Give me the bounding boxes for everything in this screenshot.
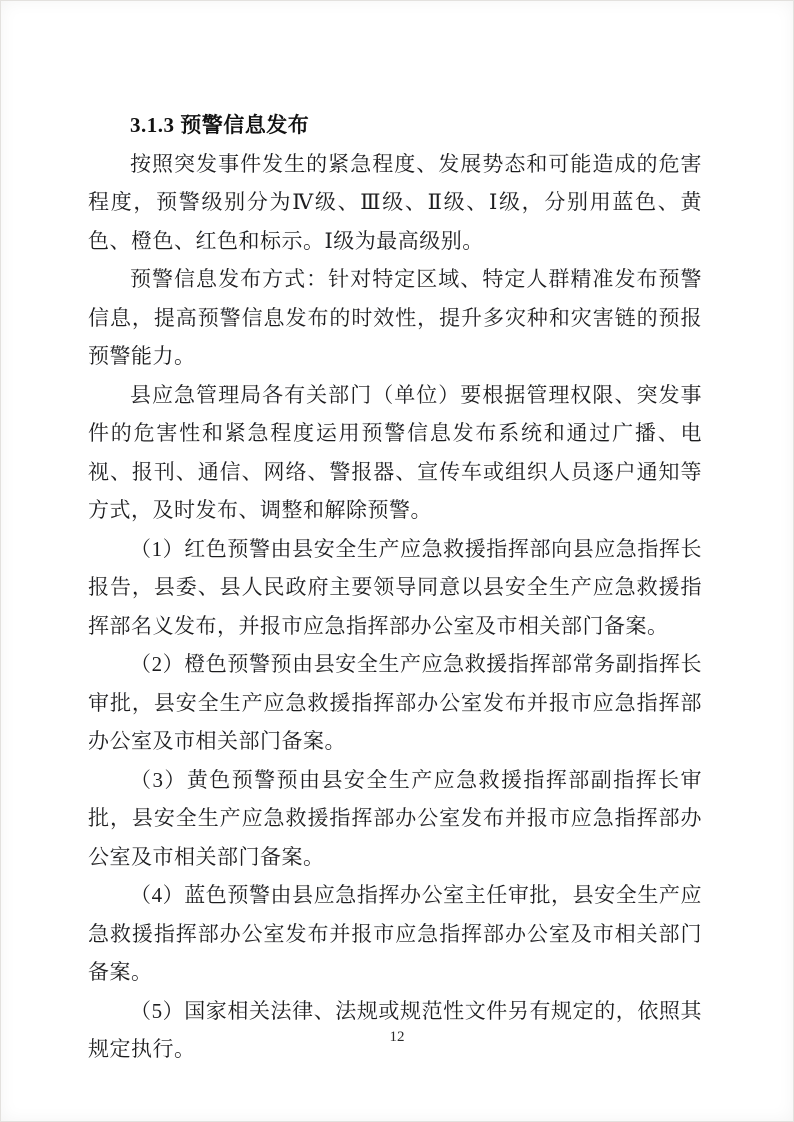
paragraph-departments: 县应急管理局各有关部门（单位）要根据管理权限、突发事件的危害性和紧急程度运用预警信息发布系统和通过广播、电视、报刊、通信、网络、警报器、宣传车或组织人员逐户通知等方式，及时发布、调整和解除预警。 — [88, 382, 702, 522]
paragraph-item-4-blue-warning: （4）蓝色预警由县应急指挥办公室主任审批，县安全生产应急救援指挥部办公室发布并报市应急指挥部办公室及市相关部门备案。 — [88, 883, 702, 984]
document-content — [88, 106, 702, 1069]
paragraph-item-5-laws: （5）国家相关法律、法规或规范性文件另有规定的，依照其规定执行。 — [88, 998, 702, 1061]
page-number: 12 — [389, 1029, 405, 1045]
paragraph-item-1-red-warning: （1）红色预警由县安全生产应急救援指挥部向县应急指挥长报告，县委、县人民政府主要领导同意以县安全生产应急救援指挥部名义发布，并报市应急指挥部办公室及市相关部门备案。 — [88, 536, 702, 638]
paragraph-item-3-yellow-warning: （3）黄色预警预由县安全生产应急救援指挥部副指挥长审批，县安全生产应急救援指挥部办公室发布并报市应急指挥部办公室及市相关部门备案。 — [88, 767, 702, 869]
section-heading: 3.1.3 预警信息发布 — [130, 113, 310, 137]
paragraph-warning-levels: 按照突发事件发生的紧急程度、发展势态和可能造成的危害程度，预警级别分为Ⅳ级、Ⅲ级、Ⅱ级、Ⅰ级，分别用蓝色、黄色、橙色、红色和标示。Ⅰ级为最高级别。 — [88, 151, 702, 253]
paragraph-item-2-orange-warning: （2）橙色预警预由县安全生产应急救援指挥部常务副指挥长审批，县安全生产应急救援指挥部办公室发布并报市应急指挥部办公室及市相关部门备案。 — [88, 652, 702, 753]
paragraph-release-method: 预警信息发布方式：针对特定区域、特定人群精准发布预警信息，提高预警信息发布的时效性，提升多灾种和灾害链的预报预警能力。 — [88, 267, 702, 368]
